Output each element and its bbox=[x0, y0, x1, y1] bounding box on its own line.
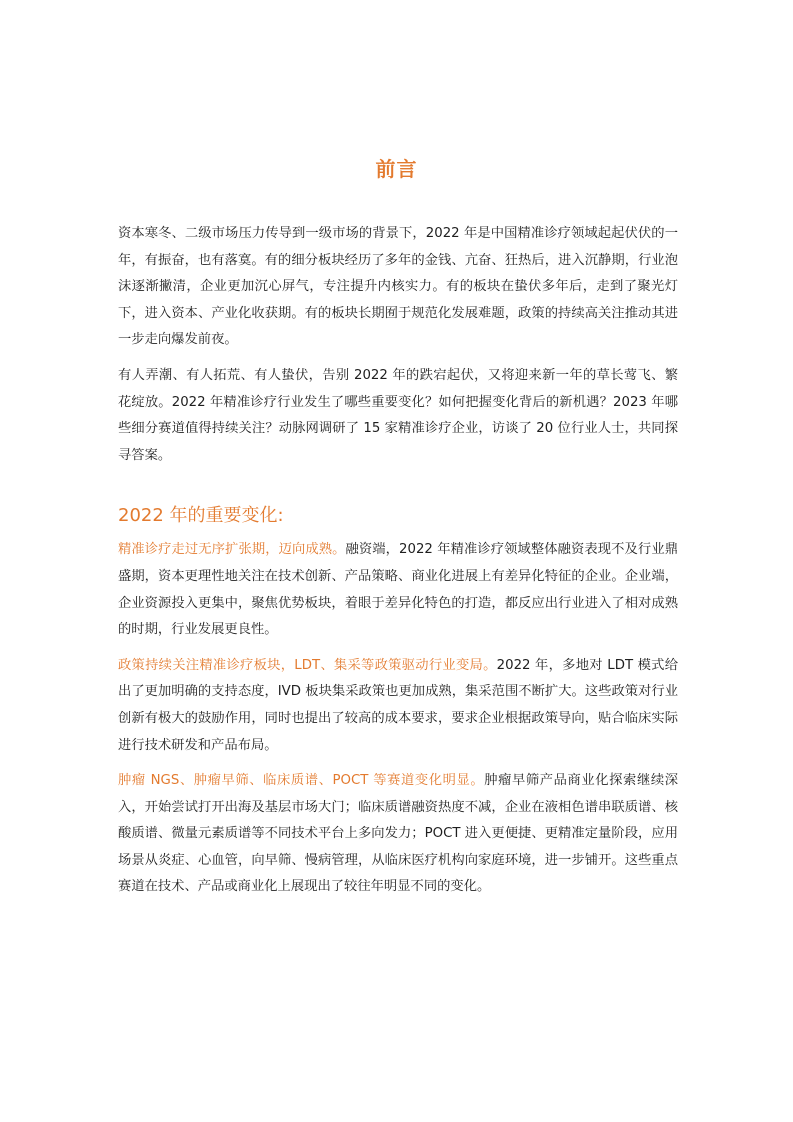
change-item-body: 融资端，2022 年精准诊疗领域整体融资表现不及行业鼎盛期，资本更理性地关注在技术创新、产品策略、商业化进展上有差异化特征的企业。企业端，企业资源投入更集中，聚焦优势板块，着眼于差异化特色的打造，都反应出行业进入了相对成熟的时期，行业发展更良性。 bbox=[118, 542, 678, 638]
change-item-lead: 肿瘤 NGS、肿瘤早筛、临床质谱、POCT 等赛道变化明显。 bbox=[118, 773, 485, 789]
intro-paragraph: 资本寒冬、二级市场压力传导到一级市场的背景下，2022 年是中国精准诊疗领域起起伏伏的一年，有振奋，也有落寞。有的细分板块经历了多年的金钱、亢奋、狂热后，进入沉静期，行业泡沫逐渐撇清，企业更加沉心屏气，专注提升内核实力。有的板块在蛰伏多年后，走到了聚光灯下，进入资本、产业化收获期。有的板块长期囿于规范化发展难题，政策的持续高关注推动其进一步走向爆发前夜。 bbox=[118, 226, 678, 348]
change-item-body: 肿瘤早筛产品商业化探索继续深入，开始尝试打开出海及基层市场大门；临床质谱融资热度不减，企业在液相色谱串联质谱、核酸质谱、微量元素质谱等不同技术平台上多向发力；POCT 进入更便捷、更精准定量阶段，应用场景从炎症、心血管，向早筛、慢病管理，从临床医疗机构向家庭环境，进一步铺开。这些重点赛道在技术、产品或商业化上展现出了较往年明显不同的变化。 bbox=[118, 773, 678, 895]
page-title: 前言 bbox=[375, 157, 418, 182]
change-item bbox=[118, 653, 678, 759]
change-item-lead: 精准诊疗走过无序扩张期，迈向成熟。 bbox=[118, 542, 346, 558]
intro-paragraph: 有人弄潮、有人拓荒、有人蛰伏，告别 2022 年的跌宕起伏，又将迎来新一年的草长莺飞、繁花绽放。2022 年精准诊疗行业发生了哪些重要变化？如何把握变化背后的新机遇？2023 年哪些细分赛道值得持续关注？动脉网调研了 15 家精准诊疗企业，访谈了 20 位行业人士，共同探寻答案。 bbox=[118, 367, 678, 463]
section-heading: 2022 年的重要变化: bbox=[118, 505, 284, 527]
change-item-lead: 政策持续关注精准诊疗板块，LDT、集采等政策驱动行业变局。 bbox=[118, 657, 497, 673]
change-item bbox=[118, 537, 678, 643]
change-item bbox=[118, 768, 678, 901]
document-body bbox=[118, 221, 678, 910]
change-item-body: 2022 年，多地对 LDT 模式给出了更加明确的支持态度，IVD 板块集采政策也更加成熟，集采范围不断扩大。这些政策对行业创新有极大的鼓励作用，同时也提出了较高的成本要求，要求企业根据政策导向，贴合临床实际进行技术研发和产品布局。 bbox=[118, 657, 678, 753]
